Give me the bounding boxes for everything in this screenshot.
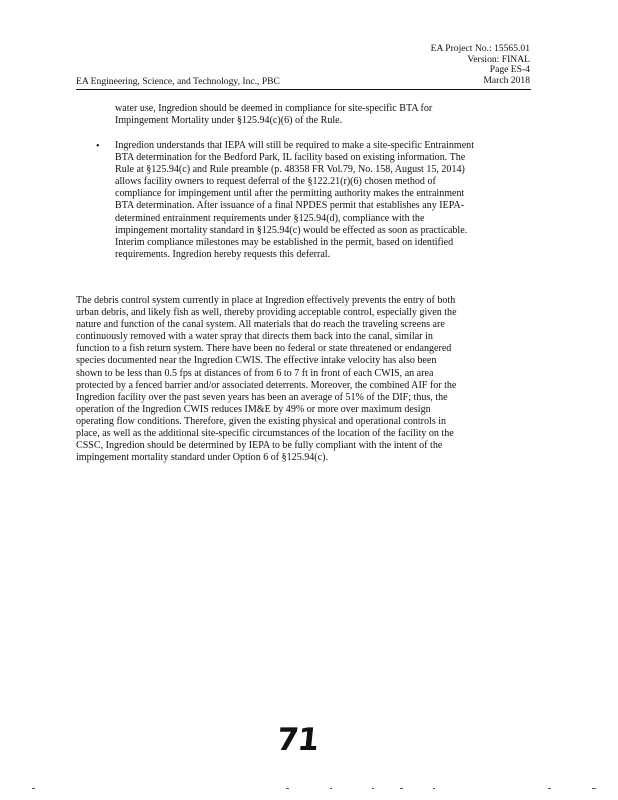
text-line: function to a fish return system. There have been no federal or state threatened or endangered: [76, 343, 452, 355]
text-line: Ingredion understands that IEPA will still be required to make a site-specific Entrainment: [115, 140, 474, 151]
text-line: species documented near the Ingredion CWIS. The effective intake velocity has also been: [76, 355, 437, 367]
scan-artifact: [286, 788, 289, 789]
page-number: Page ES-4: [489, 64, 530, 76]
handwritten-page-number: 71: [275, 722, 321, 758]
text-line: allows facility owners to request deferral of the §122.21(r)(6) chosen method of: [115, 176, 436, 188]
text-line: place, as well as the additional site-specific circumstances of the location of the facility on the: [76, 428, 454, 440]
scan-artifact: [372, 788, 374, 789]
scan-artifact: [32, 788, 35, 789]
document-date-block: [483, 76, 530, 87]
header-right-block: [431, 44, 530, 76]
text-line: requirements. Ingredion hereby requests this deferral.: [115, 248, 331, 260]
text-line: Ingredion facility over the past seven years has been an average of 51% of the DIF; thus, the: [76, 391, 448, 403]
text-line: impingement mortality standard in §125.94(c) would be effected as soon as practicable.: [115, 224, 468, 236]
scan-artifact: [400, 788, 403, 789]
company-name: EA Engineering, Science, and Technology, Inc., PBC: [76, 76, 280, 87]
continuation-text: [115, 103, 432, 127]
text-line: shown to be less than 0.5 fps at distances of from 6 to 7 ft in front of each CWIS, an area: [76, 367, 434, 379]
scan-artifact: [330, 788, 332, 789]
text-line: BTA determination. After issuance of a final NPDES permit that establishes any IEPA-: [115, 200, 465, 212]
text-line: water use, Ingredion should be deemed in compliance for site-specific BTA for: [115, 103, 433, 114]
scan-artifact: [548, 788, 551, 789]
document-date: March 2018: [483, 75, 530, 86]
text-line: operating flow conditions. Therefore, given the existing physical and operational controls in: [76, 415, 447, 427]
document-version: Version: FINAL: [467, 53, 530, 65]
text-line: protected by a fenced barrier and/or associated deterrents. Moreover, the combined AIF for the: [76, 379, 457, 391]
bullet-marker: •: [96, 141, 100, 152]
text-line: operation of the Ingredion CWIS reduces IM&E by 49% or more over maximum design: [76, 403, 431, 415]
text-line: urban debris, and likely fish as well, thereby providing acceptable control, especially given the: [76, 307, 457, 319]
text-line: CSSC, Ingredion should be determined by IEPA to be fully compliant with the intent of the: [76, 440, 443, 452]
text-line: Rule at §125.94(c) and Rule preamble (p. 48358 FR Vol.79, No. 158, August 15, 2014): [115, 164, 465, 176]
text-line: continuously removed with a water spray that directs them back into the canal, similar in: [76, 331, 433, 343]
text-line: determined entrainment requirements under §125.94(d), compliance with the: [115, 212, 425, 224]
header-rule: [76, 89, 531, 90]
scan-artifact: [592, 788, 596, 789]
text-line: compliance for impingement until after the permitting authority makes the entrainment: [115, 188, 465, 200]
text-line: BTA determination for the Bedford Park, IL facility based on existing information. The: [115, 152, 466, 164]
bullet-paragraph: [115, 140, 474, 261]
scan-artifact: [433, 788, 435, 789]
text-line: Impingement Mortality under §125.94(c)(6) of the Rule.: [115, 115, 343, 127]
project-number: EA Project No.: 15565.01: [430, 43, 530, 54]
text-line: nature and function of the canal system. All materials that do reach the traveling screens are: [76, 319, 445, 331]
body-paragraph: [76, 295, 457, 464]
text-line: impingement mortality standard under Option 6 of §125.94(c).: [76, 452, 328, 464]
text-line: Interim compliance milestones may be established in the permit, based on identified: [115, 236, 454, 248]
text-line: The debris control system currently in place at Ingredion effectively prevents the entry of both: [76, 295, 456, 306]
